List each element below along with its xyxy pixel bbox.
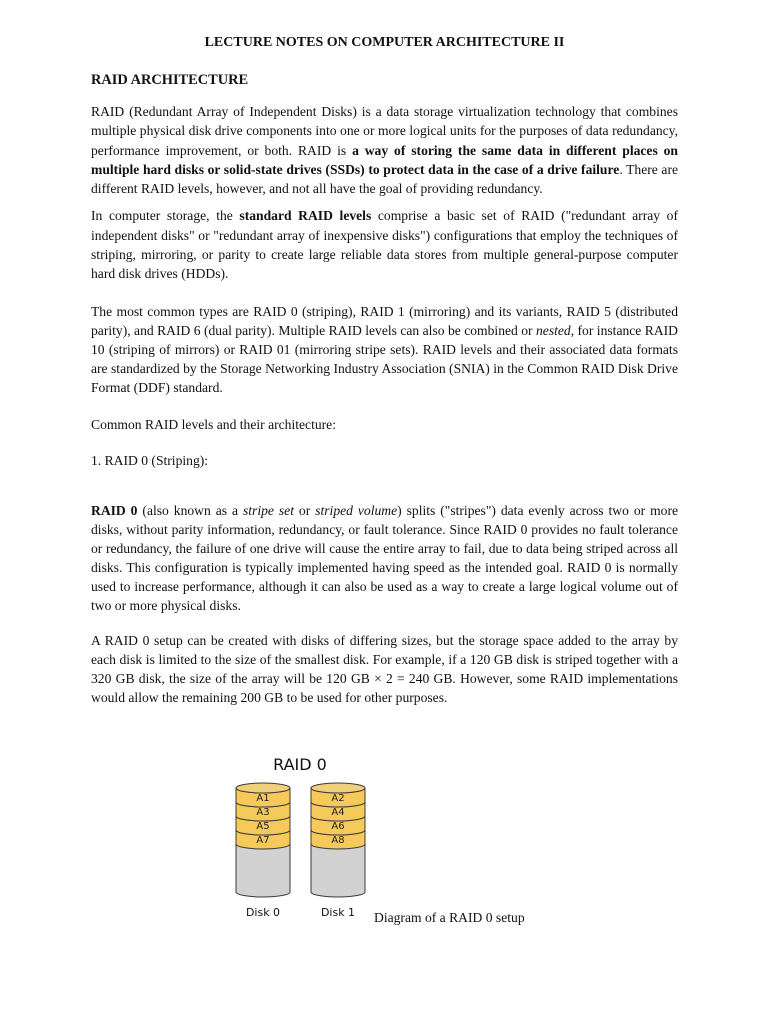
disk-1-block-label: A8: [331, 835, 345, 846]
disk-1: [311, 783, 365, 897]
paragraph-intro: [91, 102, 678, 198]
paragraph-standard-levels-text-c: comprise a basic set of RAID ("redundant array of independent disks" or "redundant array of inexpensive disks") configurations that employ the techniques of striping, mirroring, or parity to create large reliable data stores from multiple general-purpose computer hard disk drives (HDDs).: [91, 208, 678, 282]
paragraph-common-types-italic: nested: [535, 323, 571, 339]
diagram-caption: Diagram of a RAID 0 setup: [374, 910, 525, 925]
raid0-text-b: (also known as a: [137, 503, 243, 519]
paragraph-common-types-text-a: The most common types are RAID 0 (striping), RAID 1 (mirroring) and its variants, RAID 5 (distributed parity), and RAID 6 (dual parity). Multiple RAID levels can also be combined or: [91, 304, 678, 339]
paragraph-intro-text-c: . There are different RAID levels, however, and not all have the goal of providing redundancy.: [91, 161, 678, 197]
paragraph-intro-bold: a way of storing the same data in different places on multiple hard disks or solid-state drives (SSDs) to protect data in the case of a drive failure: [91, 142, 678, 177]
diagram-title: RAID 0: [273, 755, 327, 774]
disk-0-block-label: A7: [256, 835, 270, 846]
raid0-italic-stripe-set: stripe set: [242, 503, 294, 519]
disk-1-label: Disk 1: [320, 906, 356, 919]
disk-1-block-label: A6: [331, 821, 345, 832]
section-heading: RAID ARCHITECTURE: [91, 72, 249, 88]
paragraph-levels-intro: Common RAID levels and their architecture:: [91, 417, 336, 433]
disk-1-block-label: A4: [331, 807, 345, 818]
disk-0-block-label: A1: [256, 793, 270, 804]
raid0-text-d: or: [293, 503, 316, 519]
raid0-bold-term: RAID 0: [91, 503, 138, 519]
paragraph-intro-text-a: RAID (Redundant Array of Independent Disks) is a data storage virtualization technology that combines multiple physical disk drive components into one or more logical units for the purposes of data redundancy, performance improvement, or both. RAID is: [91, 104, 678, 158]
disk-0-top: [236, 783, 290, 793]
document-title: LECTURE NOTES ON COMPUTER ARCHITECTURE II: [204, 35, 565, 50]
disk-0-block-label: A3: [256, 807, 270, 818]
disk-1-body: [311, 844, 365, 897]
disk-1-top: [311, 783, 365, 793]
paragraph-raid0-sizes: A RAID 0 setup can be created with disks of differing sizes, but the storage space added to the array by each disk is limited to the size of the smallest disk. For example, if a 120 GB disk is striped together with a 320 GB disk, the size of the array will be 120 GB × 2 = 240 GB. However, some RAID implementations would allow the remaining 200 GB to be used for other purposes.: [91, 633, 678, 706]
document-page: [91, 33, 678, 707]
disk-1-block-label: A2: [331, 793, 345, 804]
paragraph-common-types: [91, 302, 678, 397]
paragraph-standard-levels-bold: standard RAID levels: [239, 208, 372, 224]
raid0-diagram: [232, 752, 372, 922]
raid0-text-f: ) splits ("stripes") data evenly across two or more disks, without parity information, redundancy, or fault tolerance. Since RAID 0 provides no fault tolerance or redundancy, the failure of one drive will cause the entire array to fail, due to data being striped across all disks. This configuration is typically implemented having speed as the intended goal. RAID 0 is normally used to increase performance, although it can also be used as a way to create a large logical volume out of two or more physical disks.: [91, 503, 679, 614]
disk-0: [236, 783, 290, 897]
paragraph-standard-levels: [91, 206, 678, 283]
paragraph-raid0-description: [91, 501, 678, 615]
paragraph-standard-levels-text-a: In computer storage, the: [91, 208, 240, 224]
paragraph-common-types-text-c: , for instance RAID 10 (striping of mirrors) or RAID 01 (mirroring stripe sets). RAID levels and their associated data formats are standardized by the Storage Networking Industry Association (SNIA) in the Common RAID Disk Drive Format (DDF) standard.: [91, 323, 678, 396]
list-item-raid0-heading: 1. RAID 0 (Striping):: [91, 453, 209, 469]
disk-0-body: [236, 844, 290, 897]
disk-0-block-label: A5: [256, 821, 270, 832]
raid0-italic-striped-volume: striped volume: [315, 503, 398, 519]
disk-0-label: Disk 0: [245, 906, 281, 919]
